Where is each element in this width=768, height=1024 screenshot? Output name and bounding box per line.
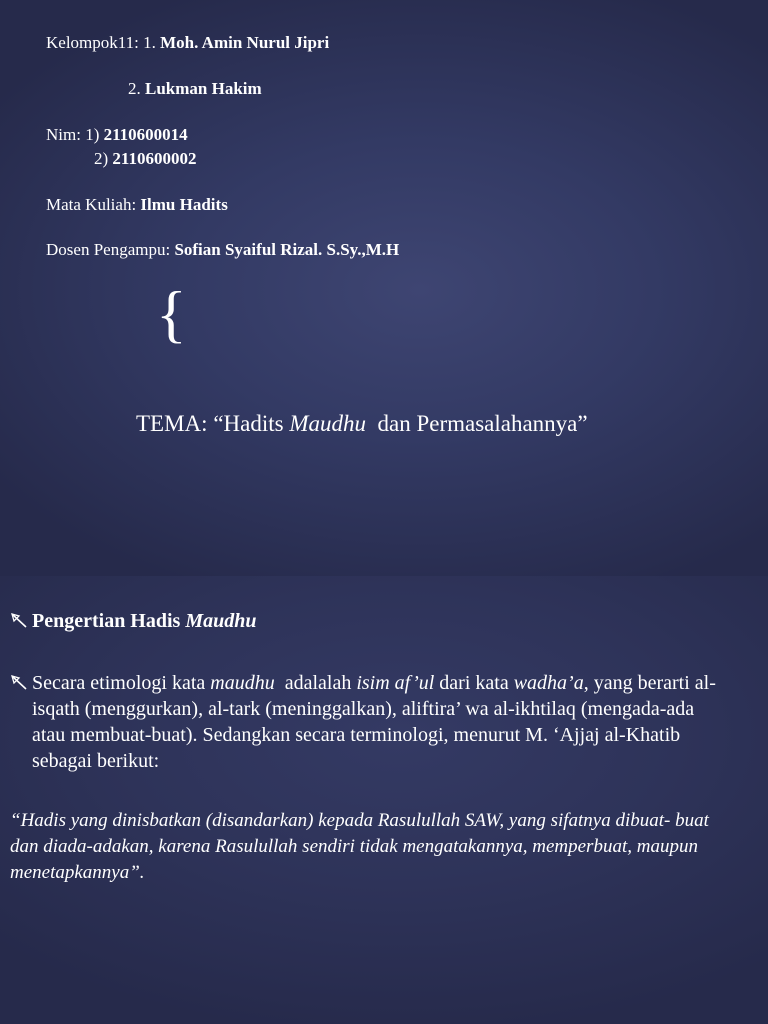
member-2-number: 2. [128, 79, 141, 98]
member-1: Moh. Amin Nurul Jipri [160, 33, 330, 52]
bullet-2-part-2: adalalah [284, 672, 352, 694]
bullet-1-label: Pengertian Hadis [32, 610, 181, 632]
bullet-2-italic-1: maudhu [210, 672, 275, 694]
bullet-2-part-3: dari kata [439, 672, 509, 694]
mata-kuliah-label: Mata Kuliah: [46, 195, 137, 214]
nim-1: 2110600014 [103, 125, 188, 144]
content-slide [0, 576, 768, 1024]
bullet-item-2 [10, 670, 730, 774]
tema-label: TEMA: [136, 411, 208, 436]
mata-kuliah-line [46, 194, 228, 216]
bullet-1-text [32, 608, 257, 634]
bullet-2-part-1: Secara etimologi kata [32, 672, 206, 694]
dosen-label: Dosen Pengampu: [46, 240, 171, 259]
bullet-2-italic-2: isim af’ul [356, 672, 435, 694]
definition-quote: “Hadis yang dinisbatkan (disandarkan) kepada Rasulullah SAW, yang sifatnya dibuat- buat dan diada-adakan, karena Rasulullah sendiri tidak mengatakannya, memperbuat, maupun menetapkannya”. [10, 810, 709, 883]
nim-label: Nim: 1) [46, 125, 100, 144]
dosen-name: Sofian Syaiful Rizal. S.Sy.,M.H [174, 240, 400, 259]
curly-brace-decoration: { [156, 278, 187, 349]
bullet-2-part-4: , yang berarti al-isqath (menggurkan), al-tark (meninggalkan), aliftira’ wa al-ikhtilaq (mengada-ada atau membuat-buat). Sedangkan secara terminologi, menurut M. ‘Ajjaj al-Khatib sebagai berikut: [32, 672, 716, 772]
kelompok-label: Kelompok11: 1. [46, 33, 156, 52]
tema-italic-word: Maudhu [289, 411, 366, 436]
tema-title [136, 408, 588, 440]
dosen-line [46, 239, 399, 261]
nim-2: 2110600002 [112, 149, 197, 168]
mata-kuliah: Ilmu Hadits [140, 195, 228, 214]
nim-2-number: 2) [94, 149, 109, 168]
tema-open: “Hadits [213, 411, 284, 436]
kelompok-line [46, 32, 329, 54]
tema-rest: dan Permasalahannya” [377, 411, 588, 436]
bullet-2-text [32, 670, 730, 774]
pennant-bullet-icon [10, 673, 28, 691]
member-2: Lukman Hakim [145, 79, 262, 98]
bullet-2-italic-3: wadha’a [513, 672, 584, 694]
bullet-1-italic: Maudhu [185, 610, 257, 632]
bullet-item-1 [10, 608, 730, 634]
nim-line-1 [46, 124, 188, 146]
pennant-bullet-icon [10, 611, 28, 629]
member-2-line [128, 78, 262, 100]
nim-line-2 [94, 148, 196, 170]
